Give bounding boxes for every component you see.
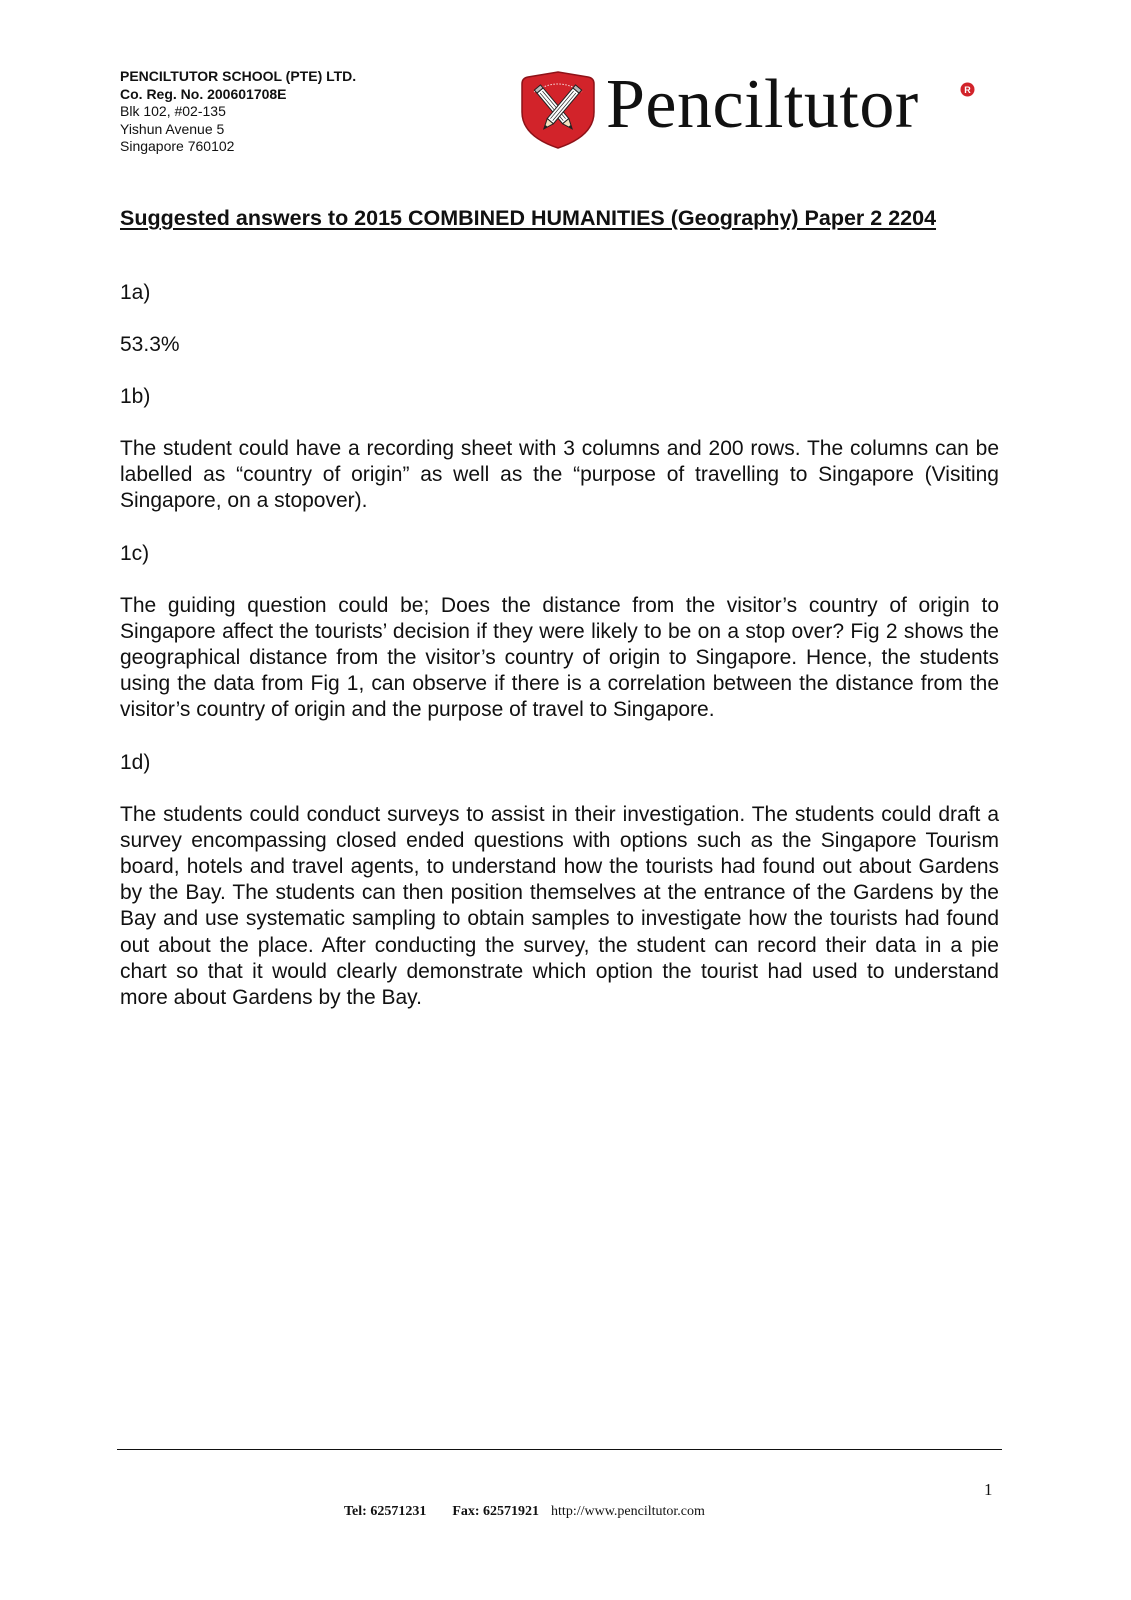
page-number: 1 <box>984 1480 993 1499</box>
address-line-1: Blk 102, #02-135 <box>120 103 226 119</box>
question-1a-answer: 53.3% <box>120 333 180 356</box>
penciltutor-logo <box>520 66 990 156</box>
question-1b-answer: The student could have a recording sheet with 3 columns and 200 rows. The columns can be labelled as “country of origin” as well as the “purpose of travelling to Singapore (Visiting Singapore, on a stopover). <box>120 437 999 513</box>
address-line-3: Singapore 760102 <box>120 138 235 154</box>
document-title: Suggested answers to 2015 COMBINED HUMANITIES (Geography) Paper 2 2204 <box>120 206 937 230</box>
pencil-shield-icon <box>520 70 596 150</box>
footer-divider <box>117 1449 1002 1450</box>
footer-url: http://www.penciltutor.com <box>551 1504 705 1519</box>
answers-body <box>120 280 999 1037</box>
logo-wordmark: Penciltutor <box>606 66 919 143</box>
registered-mark-icon <box>960 82 975 97</box>
svg-text:R: R <box>964 85 971 95</box>
question-1b-label: 1b) <box>120 385 151 408</box>
footer-tel: Tel: 62571231 <box>344 1504 427 1519</box>
question-1d-label: 1d) <box>120 750 151 774</box>
company-name: PENCILTUTOR SCHOOL (PTE) LTD. <box>120 68 357 84</box>
address-line-2: Yishun Avenue 5 <box>120 120 225 137</box>
footer-fax: Fax: 62571921 <box>452 1504 540 1519</box>
question-1c-label: 1c) <box>120 541 150 565</box>
footer-contact <box>344 1504 705 1520</box>
question-1a-label: 1a) <box>120 281 151 304</box>
question-1d-answer: The students could conduct surveys to assist in their investigation. The students could draft a survey encompassing closed ended questions with options such as the Singapore Tourism board, hotels and travel agents, to understand how the tourists had found out about Gardens by the Bay. The students can then position themselves at the entrance of the Gardens by the Bay and use systematic sampling to obtain samples to investigate how the tourists had found out about the place. After conducting the survey, the student can record their data in a pie chart so that it would clearly demonstrate which option the tourist had used to understand more about Gardens by the Bay. <box>120 802 999 1010</box>
company-info <box>120 68 356 156</box>
company-reg-no: Co. Reg. No. 200601708E <box>120 85 287 102</box>
question-1c-answer: The guiding question could be; Does the distance from the visitor’s country of origin to Singapore affect the tourists’ decision if they were likely to be on a stop over? Fig 2 shows the geographical distance from the visitor’s country of origin to Singapore. Hence, the students using the data from Fig 1, can observe if there is a correlation between the distance from the visitor’s country of origin and the purpose of travel to Singapore. <box>120 593 999 722</box>
